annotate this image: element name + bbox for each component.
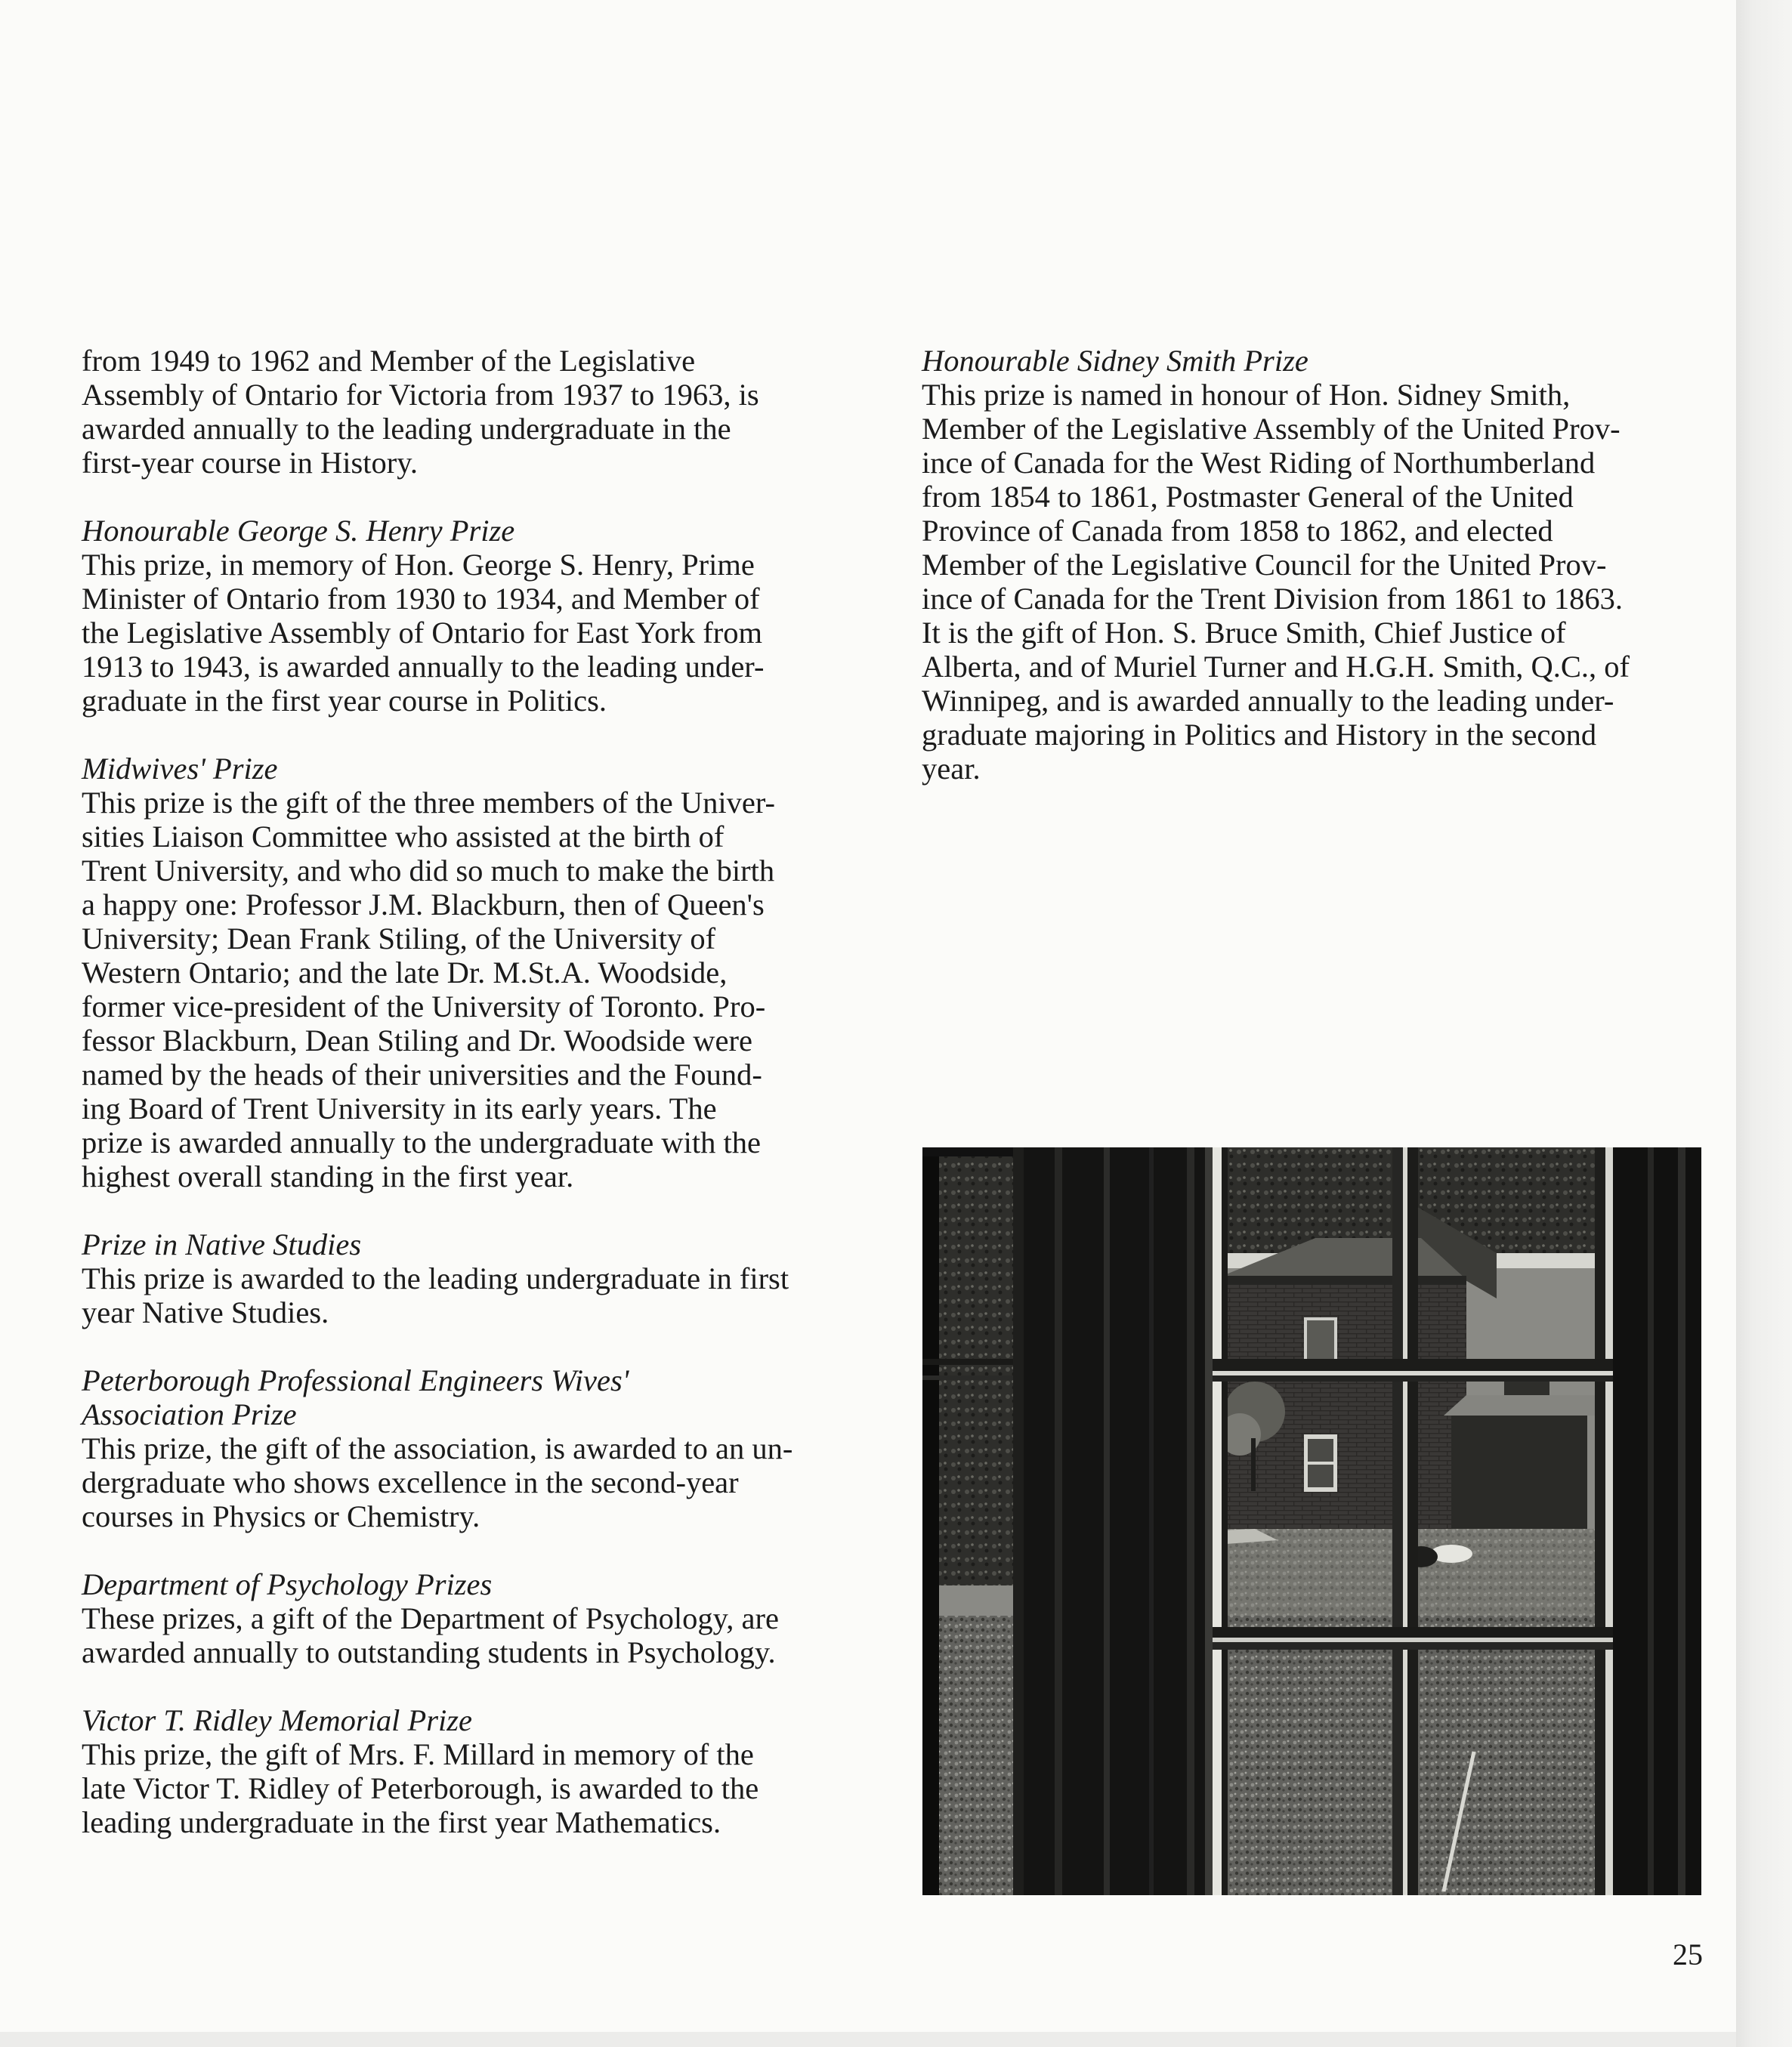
prize-entry [82,1363,882,1533]
prize-description [82,1601,882,1669]
text-line: awarded annually to the leading undergraduate in the [82,412,731,446]
prize-title [82,752,882,786]
text-line: Minister of Ontario from 1930 to 1934, and Member of [82,582,760,616]
text-line: Alberta, and of Muriel Turner and H.G.H. Smith, Q.C., of [922,650,1630,684]
text-line: ince of Canada for the West Riding of Northumberland [922,446,1596,480]
text-line: This prize, the gift of the association, is awarded to an un- [82,1431,793,1465]
text-line: 1913 to 1943, is awarded annually to the leading under- [82,650,765,684]
prize-title [82,1363,882,1431]
text-line: year Native Studies. [82,1295,329,1329]
text-line: leading undergraduate in the first year Mathematics. [82,1805,721,1839]
prize-entry [82,752,882,1193]
text-line: year. [922,752,981,786]
title-line: Peterborough Professional Engineers Wives' [82,1363,629,1397]
page-bottom-edge [0,2032,1736,2047]
text-line: from 1854 to 1861, Postmaster General of the United [922,480,1574,514]
text-line: graduate in the first year course in Politics. [82,684,607,718]
prize-entry [922,344,1707,786]
text-line: highest overall standing in the first year. [82,1159,574,1193]
title-line: Honourable Sidney Smith Prize [922,344,1308,378]
prize-description [82,548,882,718]
prize-entry [82,1227,882,1329]
text-line: This prize is the gift of the three members of the Univer- [82,786,776,820]
text-line: named by the heads of their universities and the Found- [82,1057,762,1091]
continued-paragraph [82,344,882,480]
text-line: Member of the Legislative Council for the United Prov- [922,548,1607,582]
text-line: awarded annually to outstanding students in Psychology. [82,1635,776,1669]
text-line: This prize is awarded to the leading undergraduate in first [82,1261,789,1295]
left-column [82,344,882,1873]
text-line: Trent University, and who did so much to make the birth [82,854,775,888]
title-line: Victor T. Ridley Memorial Prize [82,1703,473,1737]
prize-title [82,1227,882,1261]
prize-title [82,514,882,548]
page-edge [1736,0,1792,2047]
prize-description [922,378,1707,786]
text-line: These prizes, a gift of the Department of Psychology, are [82,1601,779,1635]
text-line: fessor Blackburn, Dean Stiling and Dr. Woodside were [82,1024,752,1057]
right-column [922,344,1707,820]
prize-title [922,344,1707,378]
prize-entry [82,1703,882,1839]
text-line: This prize, the gift of Mrs. F. Millard in memory of the [82,1737,754,1771]
text-line: Member of the Legislative Assembly of the United Prov- [922,412,1621,446]
prize-description [82,786,882,1193]
text-line: from 1949 to 1962 and Member of the Legislative [82,344,696,378]
prize-entry [82,514,882,718]
text-line: Winnipeg, and is awarded annually to the leading under- [922,684,1614,718]
text-line: University; Dean Frank Stiling, of the University of [82,922,716,956]
text-line: a happy one: Professor J.M. Blackburn, then of Queen's [82,888,765,922]
text-line: Western Ontario; and the late Dr. M.St.A. Woodside, [82,956,728,990]
text-line: This prize, in memory of Hon. George S. Henry, Prime [82,548,755,582]
title-line: Honourable George S. Henry Prize [82,514,515,548]
text-line: the Legislative Assembly of Ontario for East York from [82,616,762,650]
title-line: Midwives' Prize [82,752,278,786]
page-number: 25 [1673,1937,1703,1971]
window-view-photo [922,1147,1701,1895]
text-line: Assembly of Ontario for Victoria from 1937 to 1963, is [82,378,759,412]
text-line: Province of Canada from 1858 to 1862, and elected [922,514,1553,548]
prize-description [82,1431,882,1533]
title-line: Department of Psychology Prizes [82,1567,493,1601]
text-line: former vice-president of the University of Toronto. Pro- [82,990,766,1024]
title-line: Association Prize [82,1397,297,1431]
prize-description [82,1737,882,1839]
prize-title [82,1567,882,1601]
prize-description [82,1261,882,1329]
text-line: first-year course in History. [82,446,418,480]
text-line: sities Liaison Committee who assisted at the birth of [82,820,725,854]
text-line: ing Board of Trent University in its early years. The [82,1091,717,1125]
text-line: prize is awarded annually to the undergraduate with the [82,1125,761,1159]
prize-entry [82,1567,882,1669]
text-line: courses in Physics or Chemistry. [82,1499,480,1533]
text-line: It is the gift of Hon. S. Bruce Smith, Chief Justice of [922,616,1566,650]
text-line: ince of Canada for the Trent Division from 1861 to 1863. [922,582,1623,616]
text-line: late Victor T. Ridley of Peterborough, is awarded to the [82,1771,759,1805]
text-line: graduate majoring in Politics and History in the second [922,718,1597,752]
title-line: Prize in Native Studies [82,1227,362,1261]
text-line: dergraduate who shows excellence in the second-year [82,1465,739,1499]
text-line: This prize is named in honour of Hon. Sidney Smith, [922,378,1571,412]
prize-title [82,1703,882,1737]
